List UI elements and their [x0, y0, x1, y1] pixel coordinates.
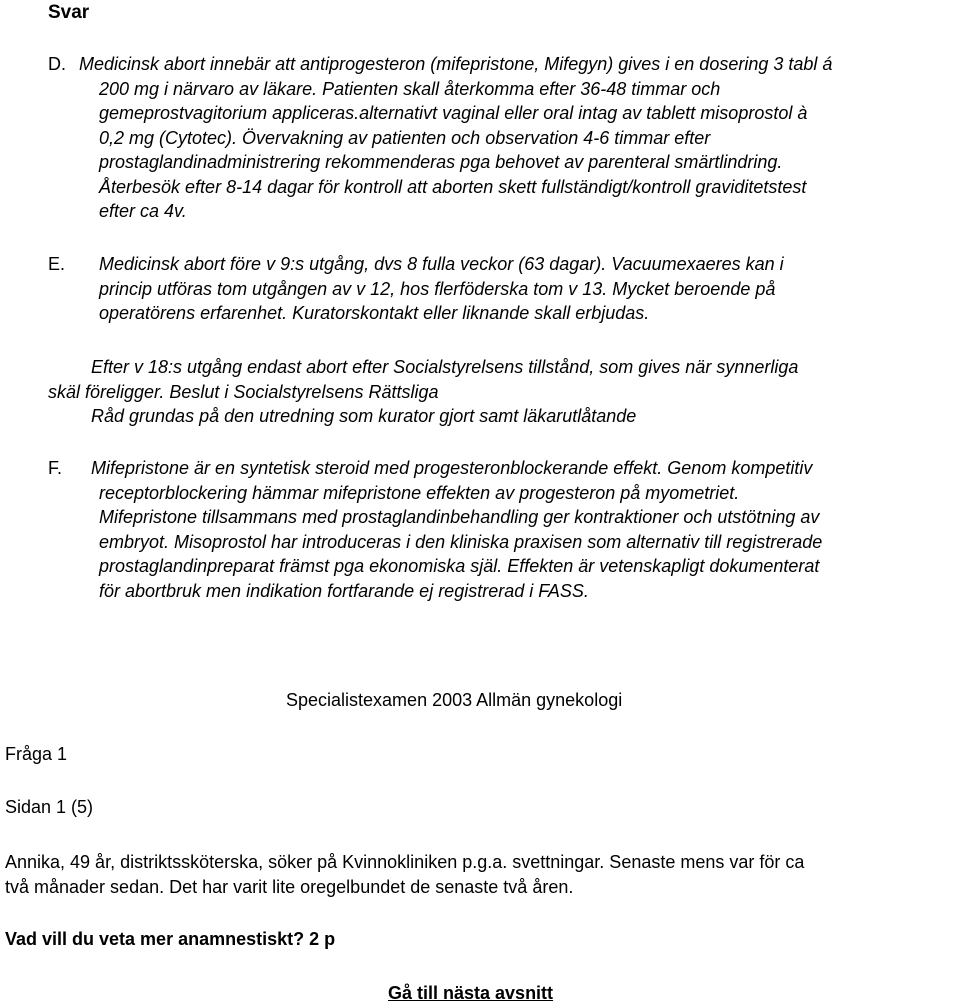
section-f-line: embryot. Misoprostol har introduceras i den kliniska praxisen som alternativ till registrerade: [99, 531, 823, 552]
case-description: [5, 850, 804, 899]
section-f-marker: F.: [48, 458, 63, 478]
question-prompt: Vad vill du veta mer anamnestiskt? 2 p: [5, 929, 336, 949]
section-d-text: [79, 52, 832, 224]
section-d-line: Återbesök efter 8-14 dagar för kontroll att aborten skett fullständigt/kontroll graviditetstest: [99, 176, 807, 197]
section-e-line: operatörens erfarenhet. Kuratorskontakt eller liknande skall erbjudas.: [99, 303, 650, 323]
social-line: Efter v 18:s utgång endast abort efter Socialstyrelsens tillstånd, som gives när synnerliga: [91, 357, 799, 377]
section-f-line: receptorblockering hämmar mifepristone effekten av progesteron på myometriet.: [99, 482, 740, 503]
answer-heading: Svar: [48, 2, 90, 23]
case-line: två månader sedan. Det har varit lite oregelbundet de senaste två åren.: [5, 876, 574, 897]
section-f-line: prostaglandinpreparat främst pga ekonomiska själ. Effekten är vetenskapligt dokumenterat: [99, 556, 820, 576]
section-e-line: Medicinsk abort före v 9:s utgång, dvs 8 fulla veckor (63 dagar). Vacuumexaeres kan i: [99, 254, 784, 274]
section-f-text: [91, 456, 822, 603]
socialstyrelsen-paragraph: [48, 355, 798, 429]
section-e-line: princip utföras tom utgången av v 12, hos flerföderska tom v 13. Mycket beroende på: [99, 278, 776, 299]
section-f-line: för abortbruk men indikation fortfarande ej registrerad i FASS.: [99, 580, 589, 601]
section-d-line: 200 mg i närvaro av läkare. Patienten skall återkomma efter 36-48 timmar och: [99, 78, 721, 99]
section-f-line: Mifepristone är en syntetisk steroid med progesteronblockerande effekt. Genom kompetitiv: [91, 458, 813, 478]
section-e-marker: E.: [48, 254, 66, 274]
section-d-marker: D.: [48, 54, 66, 74]
section-e-text: [99, 252, 784, 326]
section-d-line: prostaglandinadministrering rekommenderas pga behovet av parenteral smärtlindring.: [99, 152, 783, 172]
next-section-link[interactable]: Gå till nästa avsnitt: [388, 983, 554, 1003]
page-label: Sidan 1 (5): [5, 797, 94, 817]
section-d-line: efter ca 4v.: [99, 201, 187, 221]
section-f-line: Mifepristone tillsammans med prostaglandinbehandling ger kontraktioner och utstötning av: [99, 507, 820, 527]
social-line: Råd grundas på den utredning som kurator gjort samt läkarutlåtande: [91, 406, 637, 426]
case-line: Annika, 49 år, distriktssköterska, söker på Kvinnokliniken p.g.a. svettningar. Senaste mens var för ca: [5, 852, 805, 872]
exam-title: Specialistexamen 2003 Allmän gynekologi: [286, 690, 623, 710]
section-d-line: 0,2 mg (Cytotec). Övervakning av patienten och observation 4-6 timmar efter: [99, 127, 711, 148]
question-label: Fråga 1: [5, 744, 68, 764]
social-line: skäl föreligger. Beslut i Socialstyrelsens Rättsliga: [48, 381, 439, 402]
section-d-line: Medicinsk abort innebär att antiprogesteron (mifepristone, Mifegyn) gives i en dosering 3 tabl á: [79, 54, 833, 74]
section-d-line: gemeprostvagitorium appliceras.alternativt vaginal eller oral intag av tablett misoprostol à: [99, 103, 808, 123]
